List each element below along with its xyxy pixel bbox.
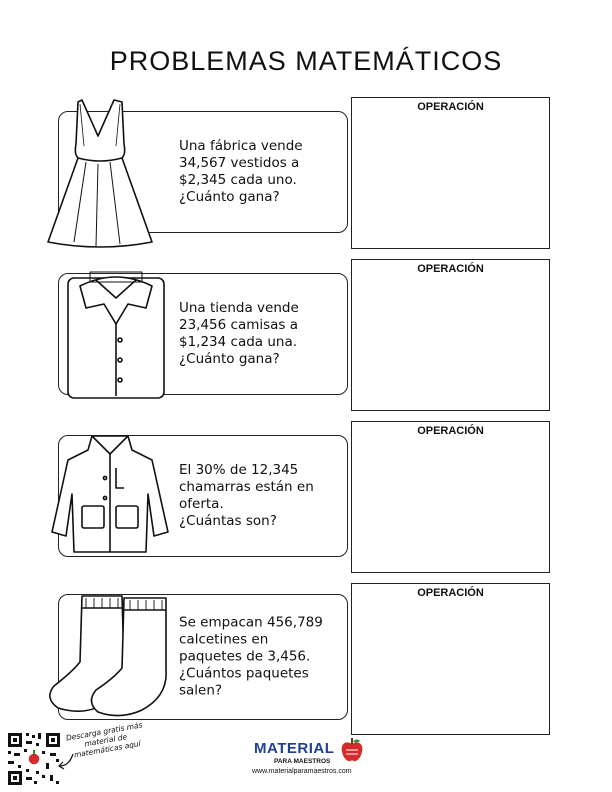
logo-word: MATERIAL xyxy=(254,740,335,757)
jacket-icon xyxy=(48,428,172,558)
operation-label-4: OPERACIÓN xyxy=(417,587,484,599)
problem-text-4: Se empacan 456,789 calcetines en paquetes de 3,456. ¿Cuántos paquetes salen? xyxy=(179,614,323,699)
operation-box-1[interactable] xyxy=(351,97,550,249)
operation-box-3[interactable] xyxy=(351,421,550,573)
operation-label-3: OPERACIÓN xyxy=(417,425,484,437)
operation-box-2[interactable] xyxy=(351,259,550,411)
operation-label-1: OPERACIÓN xyxy=(417,101,484,113)
shirt-icon xyxy=(60,264,172,404)
problem-text-1: Una fábrica vende 34,567 vestidos a $2,345 cada uno. ¿Cuánto gana? xyxy=(179,138,303,205)
problem-text-2: Una tienda vende 23,456 camisas a $1,234 cada una. ¿Cuánto gana? xyxy=(179,300,299,367)
logo-subtitle: PARA MAESTROS xyxy=(274,758,331,765)
operation-label-2: OPERACIÓN xyxy=(417,263,484,275)
operation-box-4[interactable] xyxy=(351,583,550,735)
problem-text-3: El 30% de 12,345 chamarras están en oferta. ¿Cuántas son? xyxy=(179,462,314,529)
page-title: PROBLEMAS MATEMÁTICOS xyxy=(109,46,503,76)
qr-code-icon[interactable] xyxy=(6,731,62,787)
website-url[interactable]: www.materialparamaestros.com xyxy=(252,768,352,775)
apple-icon xyxy=(340,738,364,764)
logo[interactable] xyxy=(252,738,364,784)
socks-icon xyxy=(44,592,172,722)
dress-icon xyxy=(40,96,160,248)
arrow-icon xyxy=(57,752,75,772)
download-note: Descarga gratis más material de matemáticas aquí xyxy=(65,720,144,760)
